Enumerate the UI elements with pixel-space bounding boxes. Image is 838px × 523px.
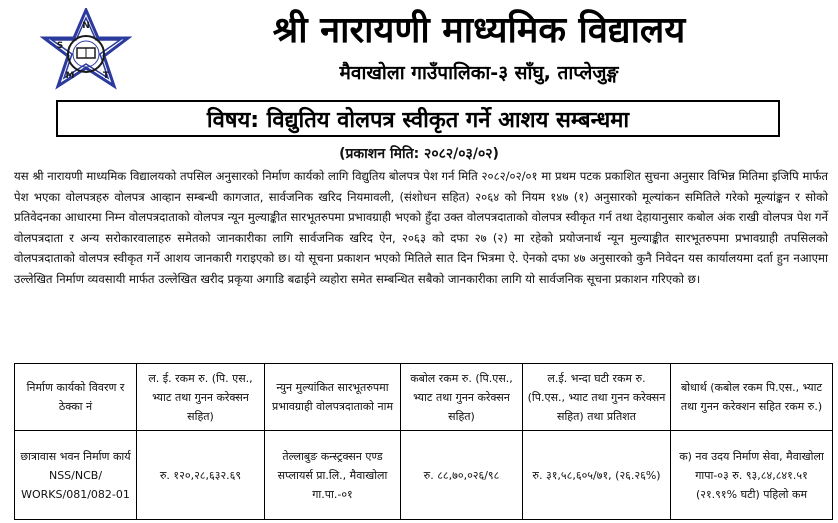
header-difference: ल.ई. भन्दा घटी रकम रु. (पि.एस., भ्याट तथा गुनन करेक्सन सहित) तथा प्रतिशत — [523, 364, 671, 431]
logo-letter-m: M — [65, 71, 75, 81]
header-bid-amount: कबोल रकम रु. (पि.एस., भ्याट तथा गुनन करेक्सन सहित) — [401, 364, 523, 431]
logo-letter-n: N — [82, 21, 90, 31]
cell-bidder: तेल्लाबुङ कन्स्ट्रक्सन एण्ड सप्लायर्स प्रा.लि., मैवाखोला गा.पा.-०१ — [265, 431, 401, 520]
publish-date: (प्रकाशन मिति: २०८२/०३/०२) — [339, 146, 499, 162]
table-row — [15, 431, 833, 520]
school-address: मैवाखोला गाउँपालिका-३ साँघु, ताप्लेजुङ्ग — [339, 62, 619, 84]
notice-body — [14, 166, 828, 290]
header-bidder: न्युन मुल्यांकित सारभूतरुपमा प्रभावग्राही वोलपत्रदाताको नाम — [265, 364, 401, 431]
cell-difference: रु. ३१,५८,६०५/७१, (२६.२६%) — [523, 431, 671, 520]
school-emblem-star-icon — [40, 8, 132, 100]
header-estimate: ल. ई. रकम रु. (पि. एस., भ्याट तथा गुनन करेक्सन सहित) — [137, 364, 265, 431]
subject-text: विषय: विद्युतिय वोलपत्र स्वीकृत गर्ने आशय सम्बन्धमा — [206, 107, 630, 133]
notice-paragraph: यस श्री नारायणी माध्यमिक विद्यालयको तपसिल अनुसारको निर्माण कार्यको लागि विद्युतिय बोलपत्र पेश गर्न मिति २०८२/०२/०१ मा प्रथम पटक प्रकाशित सुचना अनुसार विभिन्न मितिमा इजिपि मार्फत पेश भएका वोलपत्रहरु वोलपत्र आव्हान सम्बन्धी कागजात, सार्वजनिक खरिद नियमावली, (संशोधन सहित) २०६४ को नियम १४७ (१) अनुसारको मूल्यांकन समितिले गरेको मूल्यांङ्कन र सोको प्रतिवेदनका आधारमा निम्न वोलपत्रदाताको वोलपत्र न्यून मुल्याङ्कीत सारभूतरुपमा प्रभावग्राही भएको हुँदा उक्त वोलपत्रदाताको वोलपत्र स्वीकृत गर्न तथा देहायानुसार कबोल अंक राखी वोलपत्र पेश गर्ने वोलपत्रदाता र अन्य सरोकारवालाहरु समेतको जानकारीका लागि सार्वजनिक खरिद ऐन, २०६३ को दफा २७ (२) मा रहेको प्रयोजनार्थ न्यून मुल्याङ्कीत सारभूतरुपमा प्रभावग्राही तपसिलको वोलपत्रदाताको वोलपत्र स्वीकृत गर्ने आशय जानकारी गराइएको छ। यो सूचना प्रकाशन भएको मितिले सात दिन भित्रमा ऐ. ऐनको दफा ४७ अनुसारको कुनै निवेदन यस कार्यालयमा दर्ता हुन नआएमा उल्लेखित निर्माण व्यवसायी मार्फत उल्लेखित खरीद प्रकृया अगाडि बढाईने व्यहोरा समेत सम्बन्धित सबैको जानकारीका लागि यो सार्वजनिक सूचना प्रकाशन गरिएको छ। — [14, 169, 828, 286]
table-header-row — [15, 364, 833, 431]
bid-table — [14, 363, 833, 520]
cell-bid-amount: रु. ८८,७०,०२६/९८ — [401, 431, 523, 520]
cell-cc: क) नव उदय निर्माण सेवा, मैवाखोला गापा-०३ रु. ९३,८४,८४१.५१ (२१.९१% घटी) पहिलो कम — [671, 431, 833, 520]
logo-letter-s: S — [56, 41, 64, 51]
school-name: श्री नारायणी माध्यमिक विद्यालय — [272, 10, 686, 51]
subject-heading — [56, 100, 780, 137]
logo-letter-t: T — [102, 71, 110, 81]
header-cc: बोधार्थ (कबोल रकम पि.एस., भ्याट तथा गुनन करेक्शन सहित रकम रु.) — [671, 364, 833, 431]
cell-work: छात्रावास भवन निर्माण कार्य NSS/NCB/ WORKS/081/082-01 — [15, 431, 137, 520]
cell-estimate: रु. १२०,२८,६३२.६९ — [137, 431, 265, 520]
header-work: निर्माण कार्यको विवरण र ठेक्का नं — [15, 364, 137, 431]
